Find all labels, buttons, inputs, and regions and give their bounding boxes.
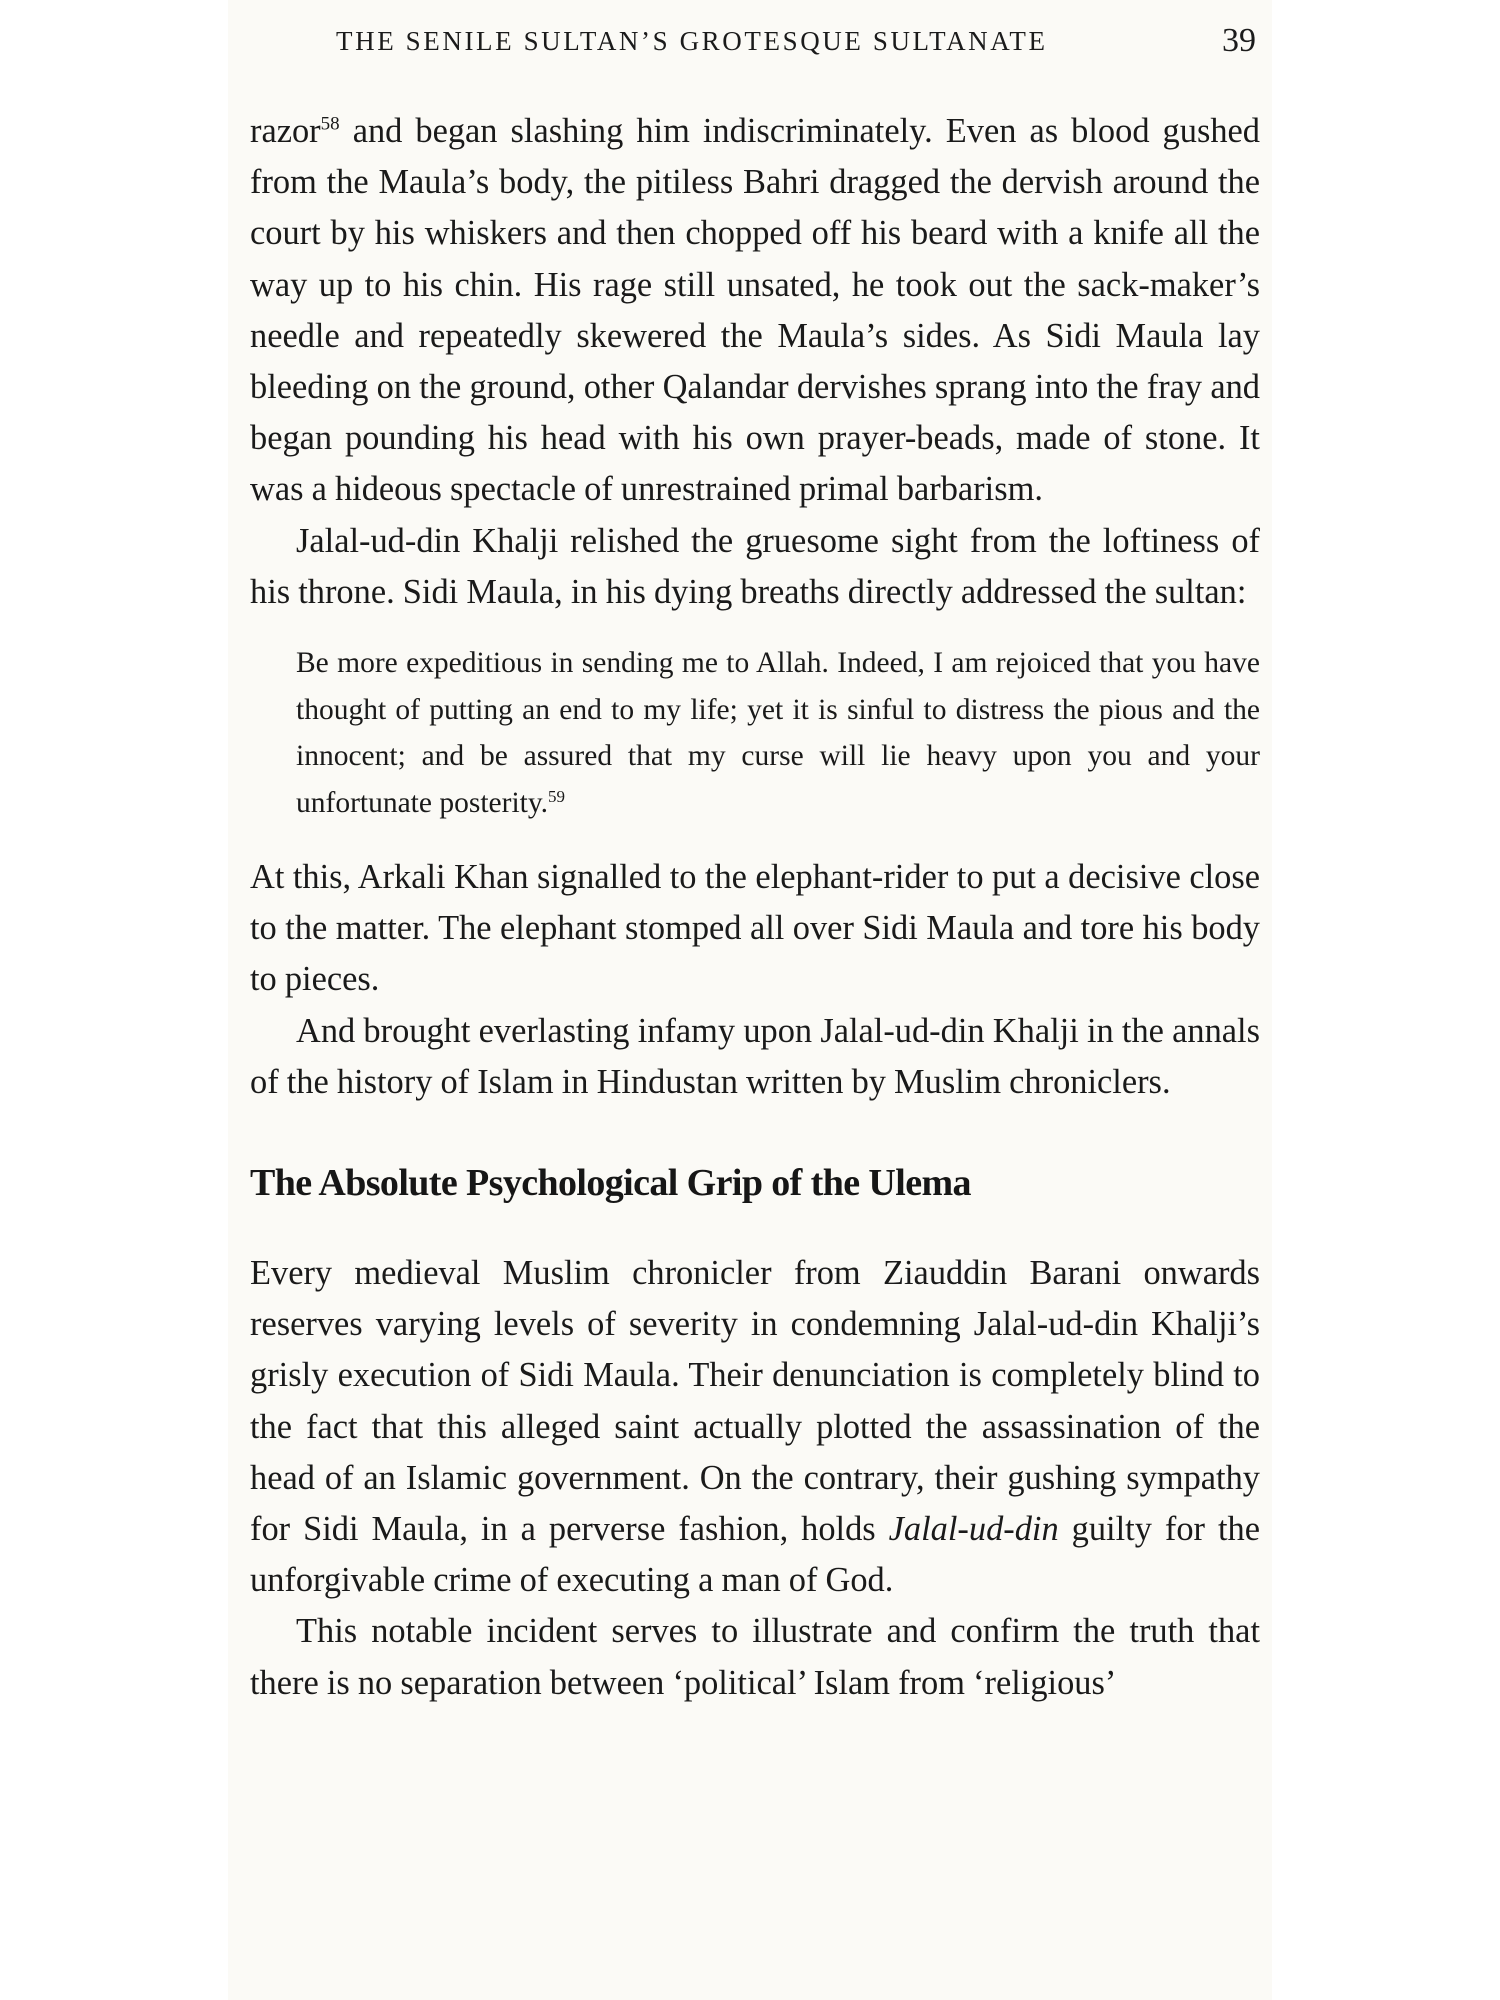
block-quote: [296, 640, 1260, 826]
running-header: [336, 22, 1256, 66]
paragraph-text: guilty for the unforgivable crime of executing a man of God.: [250, 1510, 1260, 1600]
paragraph: [250, 106, 1260, 516]
paragraph: Jalal-ud-din Khalji relished the gruesome sight from the loftiness of his throne. Sidi Maula, in his dying breaths directly addressed the sultan:: [250, 521, 1260, 611]
paragraph: This notable incident serves to illustrate and confirm the truth that there is no separation between ‘political’ Islam from ‘religious’: [250, 1612, 1260, 1702]
footnote-ref: 58: [320, 113, 340, 135]
footnote-ref: 59: [548, 786, 566, 806]
paragraph: And brought everlasting infamy upon Jalal-ud-din Khalji in the annals of the history of Islam in Hindustan written by Muslim chroniclers.: [250, 1011, 1260, 1101]
page-number: 39: [1222, 22, 1256, 59]
paragraph: [250, 1248, 1260, 1606]
paragraph: At this, Arkali Khan signalled to the elephant-rider to put a decisive close to the matter. The elephant stomped all over Sidi Maula and tore his body to pieces.: [250, 858, 1260, 999]
paragraph-text: and began slashing him indiscriminately. Even as blood gushed from the Maula’s body, the pitiless Bahri dragged the dervish around the court by his whiskers and then chopped off his beard with a knife all the way up to his chin. His rage still unsated, he took out the sack-maker’s needle and repeatedly skewered the Maula’s sides. As Sidi Maula lay bleeding on the ground, other Qalandar dervishes sprang into the fray and began pounding his head with his own prayer-beads, made of stone. It was a hideous spectacle of unrestrained primal barbarism.: [250, 112, 1260, 509]
paragraph-text: Every medieval Muslim chronicler from Ziauddin Barani onwards reserves varying levels of severity in condemning Jalal-ud-din Khalji’s grisly execution of Sidi Maula. Their denunciation is completely blind to the fact that this alleged saint actually plotted the assassination of the head of an Islamic government. On the contrary, their gushing sympathy for Sidi Maula, in a perverse fashion, holds: [250, 1254, 1260, 1549]
page-content: [250, 106, 1260, 1709]
section-heading: The Absolute Psychological Grip of the Ulema: [250, 1162, 971, 1205]
quote-text: Be more expeditious in sending me to Allah. Indeed, I am rejoiced that you have thought of putting an end to my life; yet it is sinful to distress the pious and the innocent; and be assured that my curse will lie heavy upon you and your unfortunate posterity.: [296, 647, 1260, 819]
running-title: THE SENILE SULTAN’S GROTESQUE SULTANATE: [336, 26, 1048, 56]
paragraph-text: razor: [250, 112, 321, 150]
italic-text: Jalal-ud-din: [888, 1510, 1059, 1549]
